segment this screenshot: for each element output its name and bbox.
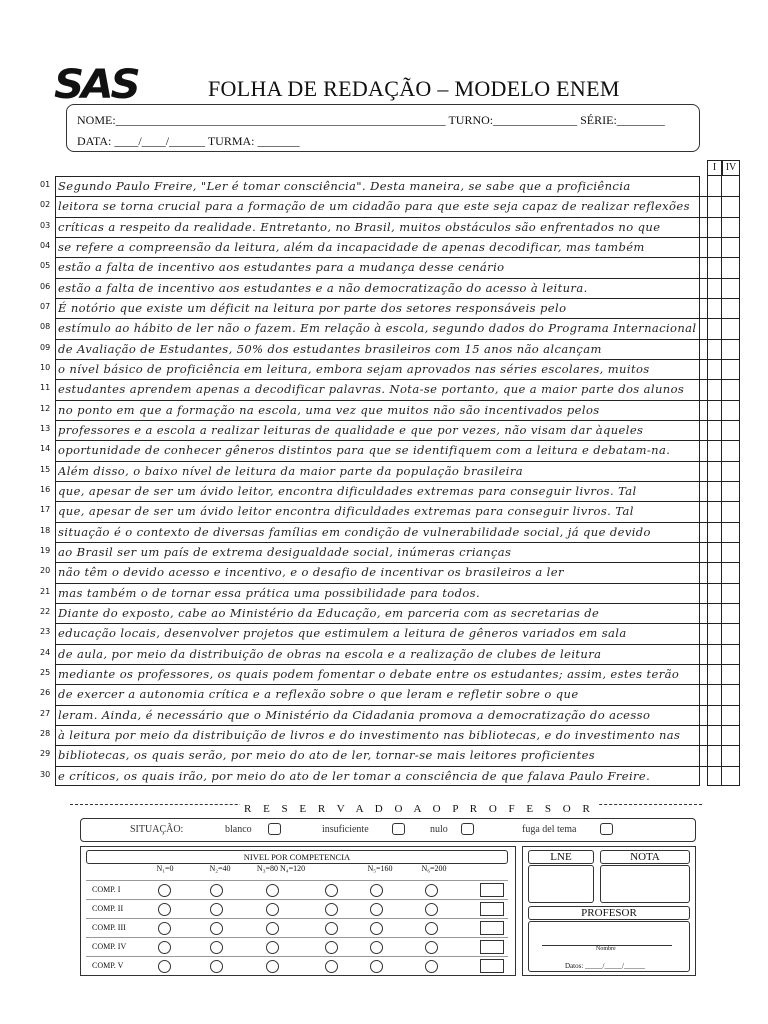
level-radio[interactable] (158, 960, 171, 973)
level-radio[interactable] (266, 960, 279, 973)
line-number: 07 (40, 301, 51, 311)
ruled-line (55, 542, 740, 543)
level-radio[interactable] (370, 960, 383, 973)
essay-line-text[interactable]: estão a falta de incentivo aos estudantes e a não democratização do acesso à leitura. (58, 280, 588, 295)
competence-score-box[interactable] (480, 902, 504, 916)
option-off-topic-checkbox[interactable] (600, 823, 613, 835)
level-header-2: N₂=40 (209, 864, 231, 873)
essay-line-text[interactable]: estão a falta de incentivo aos estudantes para a mudança desse cenário (58, 260, 505, 275)
level-radio[interactable] (210, 884, 223, 897)
competence-row (86, 918, 508, 937)
level-radio[interactable] (325, 941, 338, 954)
essay-line-text[interactable]: estímulo ao hábito de ler não o fazem. Em relação à escola, segundo dados do Programa Internacional (58, 321, 697, 336)
essay-line-text[interactable]: que, apesar de ser um ávido leitor, encontra dificuldades extremas para conseguir livros. Tal (58, 483, 637, 498)
line-number: 25 (40, 667, 51, 677)
level-radio[interactable] (158, 884, 171, 897)
line-number: 10 (40, 362, 51, 372)
essay-line-text[interactable]: à leitura por meio da distribuição de livros e do investimento nas bibliotecas, e do investimento nas (58, 727, 681, 742)
ruled-line (55, 339, 740, 340)
level-radio[interactable] (210, 960, 223, 973)
competence-label: COMP. I (92, 885, 121, 894)
option-off-topic-label: fuga del tema (522, 824, 577, 835)
essay-line-text[interactable]: que, apesar de ser um ávido leitor encontra dificuldades extremas para conseguir livros. Tal (58, 504, 634, 519)
line-number: 14 (40, 444, 51, 454)
essay-line-text[interactable]: Segundo Paulo Freire, "Ler é tomar consciência". Desta maneira, se sabe que a proficiência (58, 179, 631, 193)
line-number: 23 (40, 627, 51, 637)
essay-line-text[interactable]: oportunidade de conhecer gêneros distintos para que se identifiquem com a leitura e debatam-na. (58, 443, 671, 458)
ruled-line (55, 644, 740, 645)
competence-label: COMP. II (92, 904, 124, 913)
line-number: 05 (40, 261, 51, 271)
line-number: 02 (40, 200, 51, 210)
level-radio[interactable] (425, 960, 438, 973)
level-radio[interactable] (370, 884, 383, 897)
level-radio[interactable] (266, 884, 279, 897)
ruled-line (55, 745, 740, 746)
essay-line-text[interactable]: mediante os professores, os quais podem fomentar o debate entre os estudantes; assim, estes terão (58, 666, 680, 681)
line-number: 15 (40, 464, 51, 474)
level-radio[interactable] (325, 960, 338, 973)
level-radio[interactable] (210, 903, 223, 916)
competence-label: COMP. IV (92, 942, 127, 951)
profesor-header: PROFESOR (528, 906, 690, 920)
ruled-line (55, 217, 740, 218)
line-number: 19 (40, 545, 51, 555)
level-radio[interactable] (425, 903, 438, 916)
level-radio[interactable] (158, 903, 171, 916)
line-number: 06 (40, 281, 51, 291)
essay-line-text[interactable]: leitora se torna crucial para a formação de um cidadão para que este seja capaz de realizar reflexões (58, 199, 690, 214)
competence-row (86, 880, 508, 899)
level-radio[interactable] (325, 922, 338, 935)
level-radio[interactable] (266, 922, 279, 935)
ruled-line (55, 684, 740, 685)
ruled-line (55, 257, 740, 258)
competence-score-box[interactable] (480, 883, 504, 897)
ruled-line (55, 359, 740, 360)
nota-header: NOTA (600, 850, 690, 864)
level-radio[interactable] (370, 941, 383, 954)
line-number: 24 (40, 647, 51, 657)
level-radio[interactable] (425, 884, 438, 897)
essay-line-text[interactable]: leram. Ainda, é necessário que o Ministério da Cidadania promova a democratização do acesso (58, 707, 651, 722)
student-info-box (66, 104, 700, 152)
ruled-line (55, 623, 740, 624)
level-radio[interactable] (425, 922, 438, 935)
line-number: 21 (40, 586, 51, 596)
line-number: 11 (40, 383, 51, 393)
essay-line-text[interactable]: críticas a respeito da realidade. Entretanto, no Brasil, muitos obstáculos são enfrentados no que (58, 219, 661, 234)
essay-line-text[interactable]: situação é o contexto de diversas famílias em condição de vulnerabilidade social, já que devido (58, 524, 651, 539)
line-number: 13 (40, 423, 51, 433)
level-radio[interactable] (210, 941, 223, 954)
essay-line-text[interactable]: Diante do exposto, cabe ao Ministério da Educação, em parceria com as secretarias de (58, 605, 600, 620)
ruled-line (55, 522, 740, 523)
ruled-line (55, 603, 740, 604)
essay-line-text[interactable]: e críticos, os quais irão, por meio do ato de ler tomar a consciência de que falava Paulo Freire. (58, 768, 651, 783)
column-header-iv: IV (722, 160, 740, 176)
option-null-checkbox[interactable] (461, 823, 474, 835)
essay-line-text[interactable]: mas também o de tornar essa prática uma possibilidade para todos. (58, 585, 481, 600)
line-number: 22 (40, 606, 51, 616)
essay-line-text[interactable]: É notório que existe um déficit na leitura por parte dos setores responsáveis pelo (58, 300, 567, 315)
essay-line-text[interactable]: se refere a compreensão da leitura, além da incapacidade de apenas decodificar, mas também (58, 239, 645, 254)
option-blank-label: blanco (225, 824, 252, 835)
essay-line-text[interactable]: no ponto em que a formação na escola, uma vez que muitos não são incentivados pelos (58, 402, 600, 417)
ruled-line (55, 664, 740, 665)
line-number: 08 (40, 322, 51, 332)
level-radio[interactable] (266, 941, 279, 954)
ruled-line (55, 461, 740, 462)
level-radio[interactable] (158, 922, 171, 935)
page-title: FOLHA DE REDAÇÃO – MODELO ENEM (208, 76, 620, 101)
ruled-line (55, 278, 740, 279)
ruled-line (55, 318, 740, 319)
line-number: 28 (40, 728, 51, 738)
line-number: 03 (40, 220, 51, 230)
essay-line-text[interactable]: estudantes aprendem apenas a decodificar palavras. Nota-se portanto, que a maior parte dos alunos (58, 382, 685, 397)
essay-line-text[interactable]: de aula, por meio da distribuição de obras na escola e a realização de clubes de leitura (58, 646, 602, 661)
level-radio[interactable] (266, 903, 279, 916)
essay-line-text[interactable]: ao Brasil ser um país de extrema desigualdade social, inúmeras crianças (58, 544, 512, 559)
line-number: 12 (40, 403, 51, 413)
line-number: 29 (40, 749, 51, 759)
ruled-line (55, 400, 740, 401)
competence-label: COMP. V (92, 961, 124, 970)
line-number: 27 (40, 708, 51, 718)
student-name-turn-grade-line: NOME:_______________________________________________________ TURNO:______________ SÉRIE:________ (77, 113, 665, 127)
competence-row (86, 937, 508, 956)
reserved-title: R E S E R V A D O A O P R O F E S O R (240, 803, 598, 815)
line-number: 16 (40, 484, 51, 494)
level-radio[interactable] (325, 884, 338, 897)
profesor-date-label: Datos: _____/_____/______ (565, 962, 645, 970)
situation-label: SITUAÇÃO: (130, 824, 184, 835)
level-radio[interactable] (325, 903, 338, 916)
competence-row (86, 956, 508, 975)
level-radio[interactable] (210, 922, 223, 935)
ruled-line (55, 298, 740, 299)
ruled-line (55, 481, 740, 482)
essay-line-text[interactable]: professores e a escola a realizar leituras de qualidade e que por vezes, não visam dar àqueles (58, 422, 644, 437)
essay-line-text[interactable]: de Avaliação de Estudantes, 50% dos estudantes brasileiros com 15 anos não alcançam (58, 341, 602, 356)
essay-line-text[interactable]: bibliotecas, os quais serão, por meio do ato de ler, tornar-se mais leitores proficientes (58, 748, 596, 763)
line-number: 20 (40, 566, 51, 576)
level-header-1: N₁=0 (156, 864, 174, 873)
competence-score-box[interactable] (480, 959, 504, 973)
essay-line-text[interactable]: não têm o devido acesso e incentivo, e o desafio de incentivar os brasileiros a ler (58, 565, 564, 580)
level-header-5: N₅=160 (367, 864, 393, 873)
competence-title: NIVEL POR COMPETENCIA (86, 850, 508, 864)
line-number: 18 (40, 525, 51, 535)
level-header-3-4: N₃=80 N₄=120 (256, 864, 306, 873)
line-number: 26 (40, 688, 51, 698)
level-header-6: N₆=200 (421, 864, 447, 873)
level-radio[interactable] (425, 941, 438, 954)
date-class-line: DATA: ____/____/______ TURMA: _______ (77, 134, 300, 148)
competence-label: COMP. III (92, 923, 126, 932)
essay-line-text[interactable]: educação locais, desenvolver projetos que estimulem a leitura de gêneros variados em sala (58, 626, 627, 641)
profesor-name-label: Nombre (596, 946, 616, 952)
column-header-i: I (707, 160, 722, 176)
ruled-line (55, 196, 740, 197)
line-number: 01 (40, 180, 51, 189)
option-insufficient-label: insuficiente (322, 824, 369, 835)
competence-score-box[interactable] (480, 921, 504, 935)
lne-header: LNE (528, 850, 594, 864)
sas-logo: SAS (54, 62, 138, 108)
essay-line-text[interactable]: Além disso, o baixo nível de leitura da maior parte da população brasileira (58, 463, 524, 478)
option-blank-checkbox[interactable] (268, 823, 281, 835)
nota-cell[interactable] (600, 865, 690, 903)
ruled-line (55, 766, 740, 767)
ruled-line (55, 583, 740, 584)
line-number: 04 (40, 240, 51, 250)
option-null-label: nulo (430, 824, 448, 835)
line-number: 17 (40, 505, 51, 515)
ruled-line (55, 420, 740, 421)
ruled-line (55, 440, 740, 441)
line-number: 30 (40, 769, 51, 779)
level-radio[interactable] (158, 941, 171, 954)
line-number: 09 (40, 342, 51, 352)
ruled-line (55, 705, 740, 706)
competence-score-box[interactable] (480, 940, 504, 954)
ruled-line (55, 725, 740, 726)
lne-cell[interactable] (528, 865, 594, 903)
level-radio[interactable] (370, 922, 383, 935)
ruled-line (55, 379, 740, 380)
ruled-line (55, 562, 740, 563)
competence-row (86, 899, 508, 918)
ruled-line (55, 237, 740, 238)
essay-line-text[interactable]: o nível básico de proficiência em leitura, embora sejam aprovados nas séries escolares, muitos (58, 361, 650, 376)
option-insufficient-checkbox[interactable] (392, 823, 405, 835)
level-radio[interactable] (370, 903, 383, 916)
ruled-line (55, 501, 740, 502)
essay-line-text[interactable]: de exercer a autonomia crítica e a reflexão sobre o que leram e refletir sobre o que (58, 687, 579, 702)
